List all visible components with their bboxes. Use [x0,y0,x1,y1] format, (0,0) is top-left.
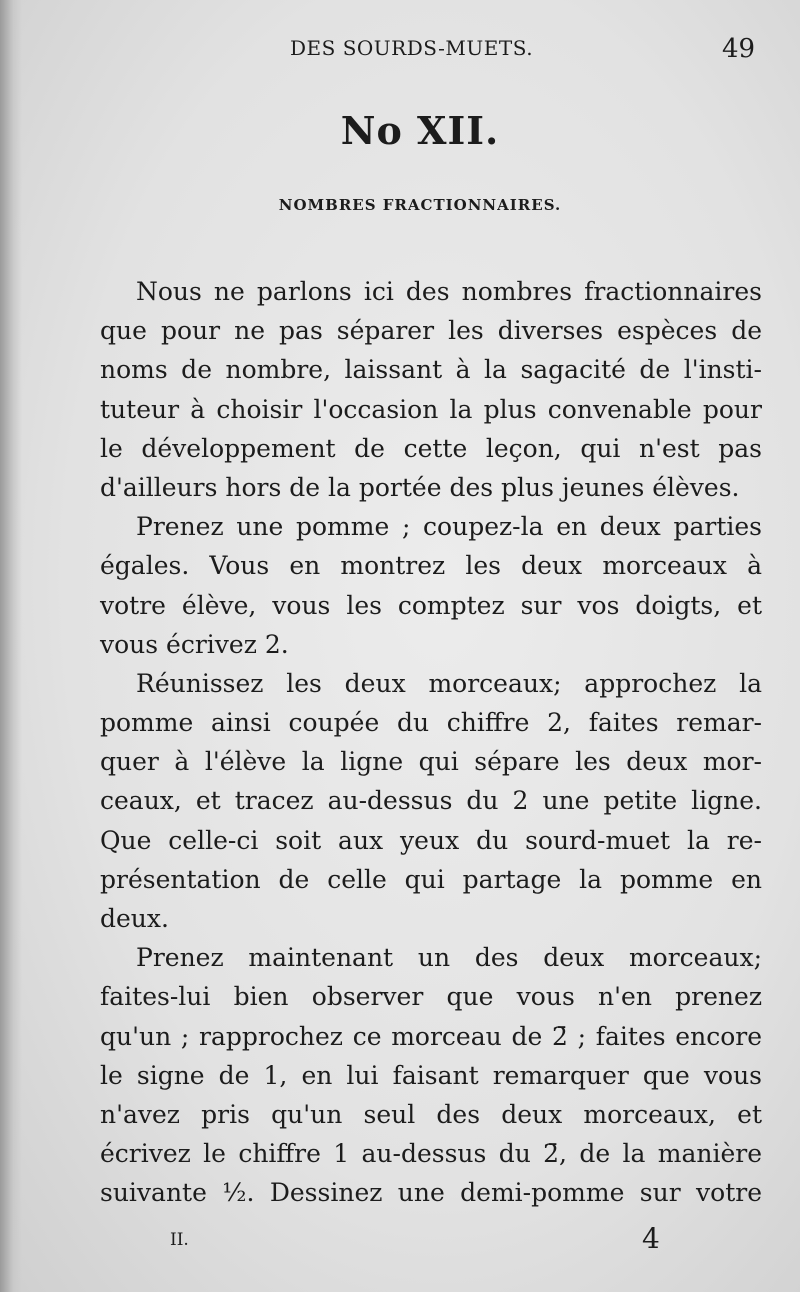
text-line: noms de nombre, laissant à la sagacité de l'insti- [100,355,762,385]
signature-mark: II. [170,1230,189,1250]
text-line: Réunissez les deux morceaux; approchez la [136,668,762,698]
text-line: deux. [100,904,169,933]
text-line: n'avez pris qu'un seul des deux morceaux, et [100,1099,762,1129]
text-line: égales. Vous en montrez les deux morceaux à [100,551,762,581]
text-line: quer à l'élève la ligne qui sépare les deux mor- [100,747,762,777]
text-line: suivante ½. Dessinez une demi-pomme sur votre [100,1178,762,1208]
text-line: faites-lui bien observer que vous n'en prenez [100,982,762,1012]
text-line: Prenez une pomme ; coupez-la en deux parties [136,512,762,542]
page-number: 49 [722,34,756,64]
gathering-number: 4 [642,1222,660,1255]
text-line: Nous ne parlons ici des nombres fractionnaires [136,277,762,306]
text-line: qu'un ; rapprochez ce morceau de 2̄ ; faites encore [100,1021,762,1051]
text-line: ceaux, et tracez au-dessus du 2 une petite ligne. [100,786,762,816]
body-text [100,272,762,1213]
text-line: tuteur à choisir l'occasion la plus convenable pour [100,394,762,424]
text-line: votre élève, vous les comptez sur vos doigts, et [100,590,762,620]
page-header [0,34,800,64]
text-line: d'ailleurs hors de la portée des plus jeunes élèves. [100,472,740,502]
text-line: que pour ne pas séparer les diverses espèces de [100,316,762,346]
page-edge-shadow [0,0,22,1292]
text-line: écrivez le chiffre 1 au-dessus du 2̄, de la manière [100,1139,762,1169]
text-line: présentation de celle qui partage la pomme en [100,864,762,894]
section-number: No XII. [340,108,500,153]
running-head: DES SOURDS-MUETS. [290,36,534,60]
text-line: le développement de cette leçon, qui n'est pas [100,433,762,463]
text-line: Que celle-ci soit aux yeux du sourd-muet la re- [100,825,762,855]
text-line: vous écrivez 2. [100,629,289,659]
section-title: NOMBRES FRACTIONNAIRES. [278,196,562,214]
page-footer [0,1222,800,1262]
text-line: pomme ainsi coupée du chiffre 2, faites remar- [100,708,762,738]
text-line: le signe de 1, en lui faisant remarquer que vous [100,1060,762,1090]
text-line: Prenez maintenant un des deux morceaux; [136,943,762,973]
